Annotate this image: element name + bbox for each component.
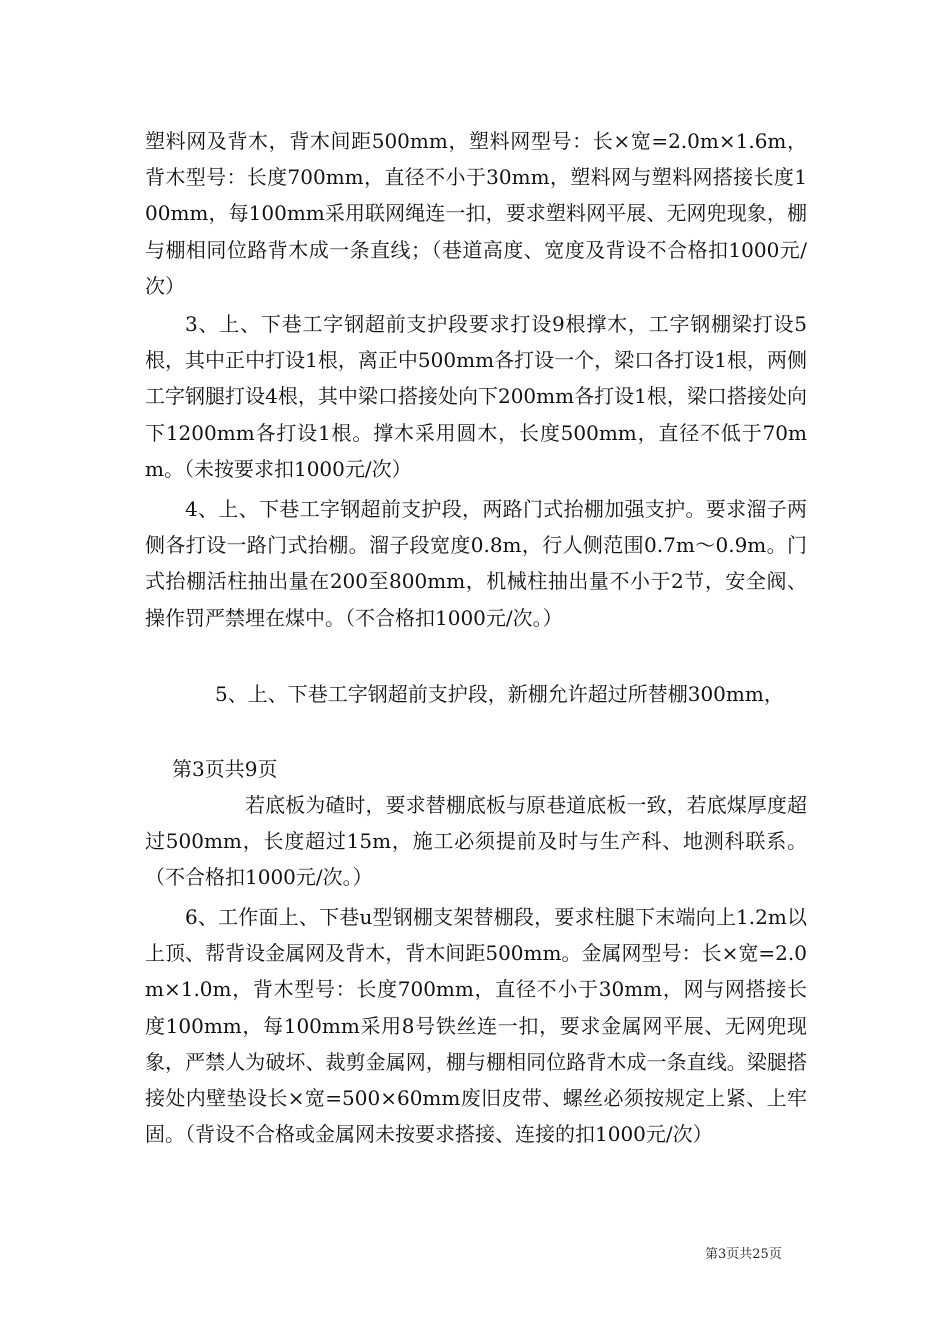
paragraph-text: 5、上、下巷工字钢超前支护段，新棚允许超过所替棚300mm， (215, 682, 784, 706)
paragraph-item-6 (145, 899, 807, 1152)
paragraph-mesh-spec (145, 123, 807, 304)
paragraph-text: 4、上、下巷工字钢超前支护段，两路门式抬棚加强支护。要求溜子两侧各打设一路门式抬棚。溜子段宽度0.8m，行人侧范围0.7m～0.9m。门式抬棚活柱抽出量在200至800mm，机械柱抽出量不小于2节，安全阀、操作罚严禁埋在煤中。（不合格扣1000元/次。） (145, 497, 807, 630)
paragraph-item-4 (145, 491, 807, 636)
paragraph-text: 3、上、下巷工字钢超前支护段要求打设9根撑木，工字钢棚梁打设5根，其中正中打设1根，离正中500mm各打设一个，梁口各打设1根，两侧工字钢腿打设4根，其中梁口搭接处向下200mm各打设1根，梁口搭接处向下1200mm各打设1根。撑木采用圆木，长度500mm，直径不低于70mm。（未按要求扣1000元/次） (145, 312, 807, 481)
inline-page-marker (172, 751, 572, 787)
paragraph-text: 若底板为碴时，要求替棚底板与原巷道底板一致，若底煤厚度超过500mm，长度超过15m，施工必须提前及时与生产科、地测科联系。（不合格扣1000元/次。） (145, 793, 807, 890)
paragraph-text: 6、工作面上、下巷u型钢棚支架替棚段，要求柱腿下末端向上1.2m以上顶、帮背设金属网及背木，背木间距500mm。金属网型号：长×宽=2.0m×1.0m，背木型号：长度700mm，直径不小于30mm，网与网搭接长度100mm，每100mm采用8号铁丝连一扣，要求金属网平展、无网兜现象，严禁人为破坏、裁剪金属网，棚与棚相同位路背木成一条直线。梁腿搭接处内壁垫设长×宽=500×60mm废旧皮带、螺丝必须按规定上紧、上牢固。（背设不合格或金属网未按要求搭接、连接的扣1000元/次） (145, 905, 807, 1147)
paragraph-item-5 (145, 676, 807, 712)
page-footer: 第3页共25页 (705, 1247, 782, 1262)
paragraph-floor-requirement (145, 787, 807, 896)
paragraph-item-3 (145, 306, 807, 487)
paragraph-text: 塑料网及背木，背木间距500mm，塑料网型号：长×宽=2.0m×1.6m，背木型号：长度700mm，直径不小于30mm，塑料网与塑料网搭接长度100mm，每100mm采用联网绳连一扣，要求塑料网平展、无网兜现象，棚与棚相同位路背木成一条直线；（巷道高度、宽度及背设不合格扣1000元/次） (145, 129, 807, 298)
page-marker-text: 第3页共9页 (172, 757, 278, 781)
